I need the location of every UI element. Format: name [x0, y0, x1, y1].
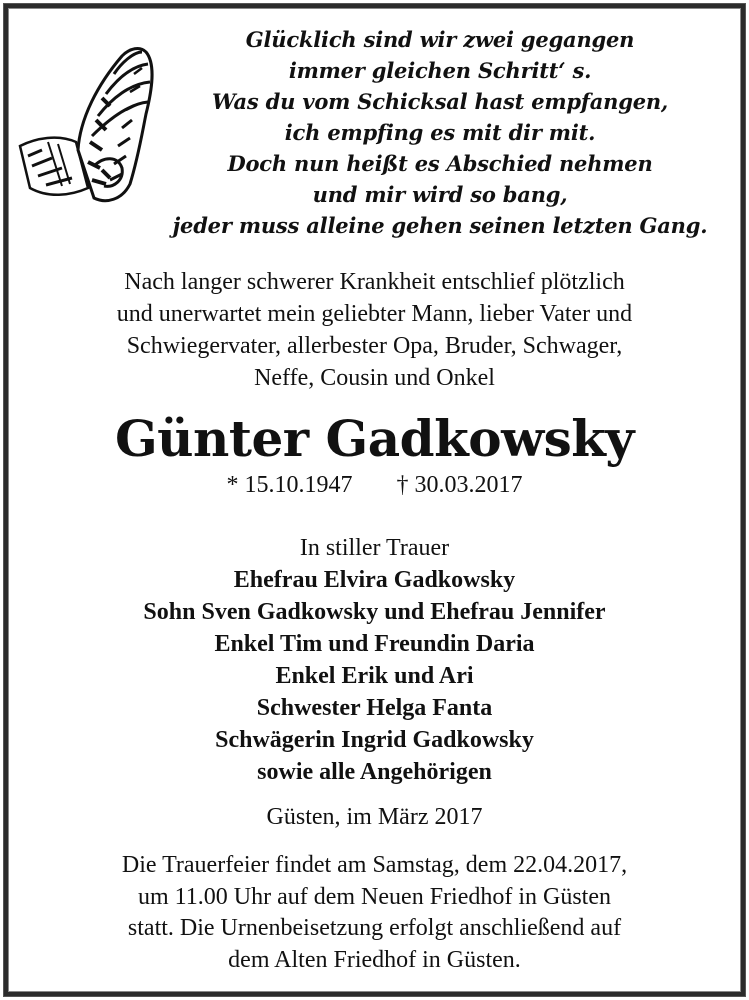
- intro-line: Schwiegervater, allerbester Opa, Bruder, Schwager,: [126, 333, 623, 359]
- poem-line: Glücklich sind wir zwei gegangen: [245, 27, 635, 52]
- poem-line: jeder muss alleine gehen seinen letzten Gang.: [172, 213, 708, 238]
- service-line: statt. Die Urnenbeisetzung erfolgt anschließend auf: [127, 915, 622, 941]
- service-info: [20, 850, 729, 976]
- mourner-line: Ehefrau Elvira Gadkowsky: [233, 567, 516, 593]
- mourner-line: Schwägerin Ingrid Gadkowsky: [215, 727, 534, 753]
- birth-date: * 15.10.1947: [226, 472, 353, 498]
- intro-line: Neffe, Cousin und Onkel: [254, 365, 495, 391]
- place-and-date: Güsten, im März 2017: [266, 804, 483, 830]
- service-line: Die Trauerfeier findet am Samstag, dem 22.04.2017,: [121, 852, 628, 878]
- poem-line: ich empfing es mit dir mit.: [284, 120, 596, 145]
- mourner-line: Sohn Sven Gadkowsky und Ehefrau Jennifer: [143, 599, 606, 625]
- deceased-name: Günter Gadkowsky: [114, 409, 634, 468]
- poem-line: Was du vom Schicksal hast empfangen,: [211, 89, 669, 114]
- poem: [160, 24, 720, 241]
- intro-text: [20, 266, 729, 394]
- intro-line: Nach langer schwerer Krankheit entschlief plötzlich: [124, 269, 625, 295]
- death-date: † 30.03.2017: [396, 472, 523, 498]
- mourners-block: [20, 532, 729, 788]
- poem-line: Doch nun heißt es Abschied nehmen: [227, 151, 653, 176]
- praying-hands-icon: [18, 38, 168, 216]
- service-line: dem Alten Friedhof in Güsten.: [228, 946, 521, 973]
- intro-line: und unerwartet mein geliebter Mann, lieber Vater und: [116, 301, 633, 327]
- poem-line: und mir wird so bang,: [312, 182, 568, 207]
- mourner-line: Enkel Tim und Freundin Daria: [214, 631, 535, 657]
- mourning-heading: In stiller Trauer: [299, 535, 450, 561]
- poem-line: immer gleichen Schritt‘ s.: [288, 58, 592, 83]
- mourner-line: Enkel Erik und Ari: [275, 663, 474, 689]
- mourner-line: Schwester Helga Fanta: [256, 695, 493, 721]
- life-dates: [20, 470, 729, 500]
- service-line: um 11.00 Uhr auf dem Neuen Friedhof in Güsten: [137, 883, 611, 910]
- mourner-line: sowie alle Angehörigen: [257, 759, 492, 785]
